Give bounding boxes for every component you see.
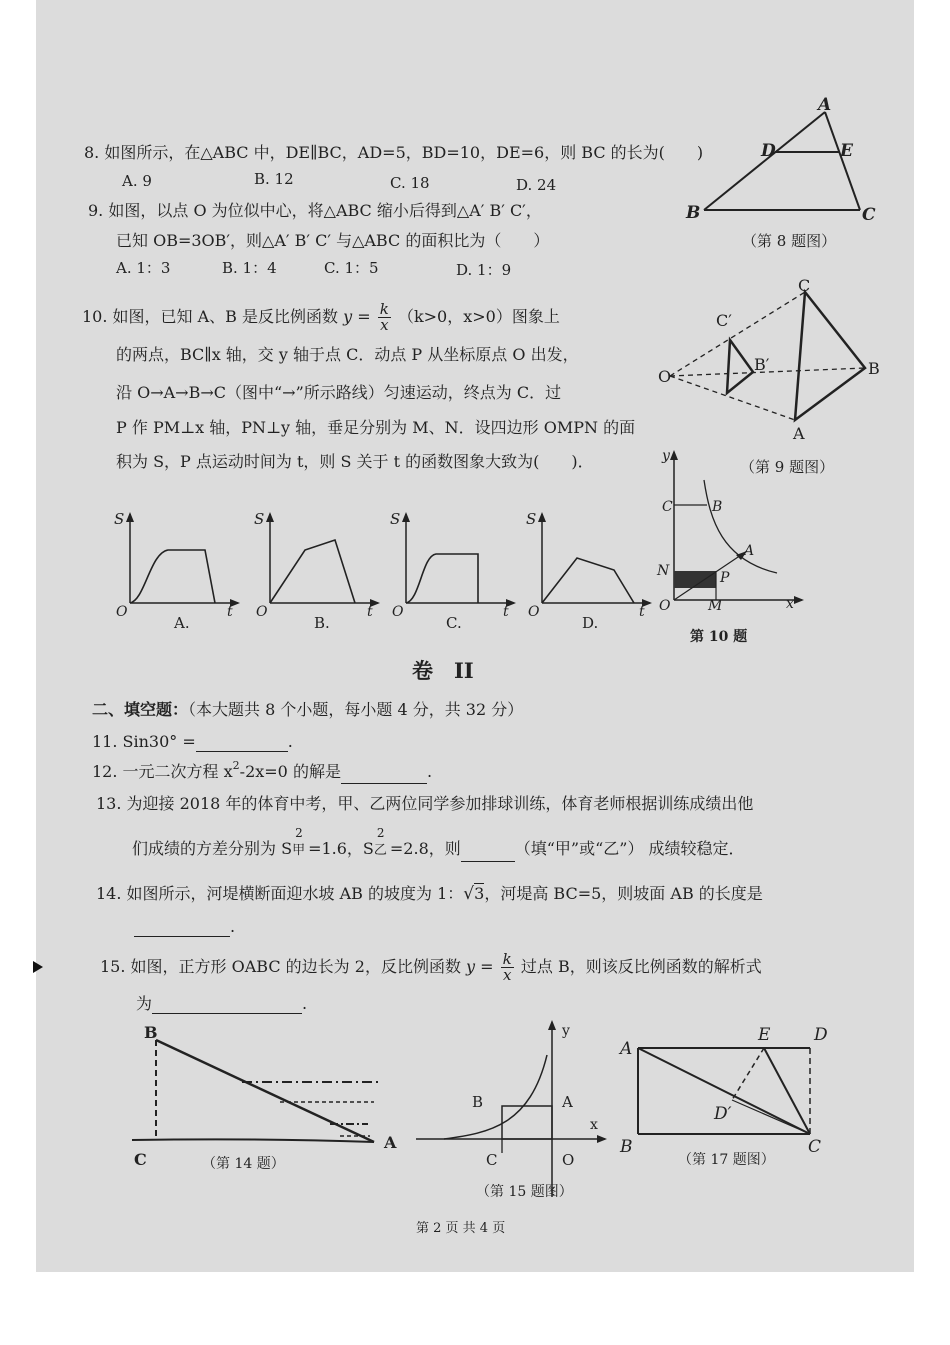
q10-graph-a (110, 508, 240, 633)
graph-d-t: t (639, 604, 645, 620)
q14-answer-line: . (134, 917, 235, 937)
fig9-label-c: C (798, 276, 811, 295)
q13-answer-blank[interactable] (461, 861, 515, 862)
q10-line3: 沿 O→A→B→C（图中“→”所示路线）匀速运动，终点为 C．过 (116, 383, 562, 402)
graph-a-label: A. (174, 614, 190, 632)
fig8-label-d: D (761, 141, 776, 161)
graph-b-o: O (256, 604, 268, 620)
fig10-label-y: y (662, 448, 670, 464)
fig17-label-a: A (620, 1039, 633, 1059)
q14-sqrt-val: 3 (474, 884, 485, 903)
fig8-label-b: B (686, 203, 701, 223)
fig14-label-b: B (144, 1023, 158, 1042)
q9-option-b: B. 1：4 (222, 259, 277, 277)
q14-post: ，河堤高 BC=5，则坡面 AB 的长度是 (484, 884, 763, 903)
fig14-label-c: C (134, 1150, 147, 1169)
fig10-label-x: x (786, 596, 794, 612)
graph-c-s: S (390, 510, 401, 528)
q13-s1-val: =1.6，S (308, 839, 374, 858)
q15-line2: 为 . (136, 994, 308, 1013)
page-edge-marker (33, 961, 43, 973)
fig9-label-a: A (793, 424, 805, 443)
q14-sqrt-sign: √ (463, 884, 475, 904)
fig9-label-b: B (868, 359, 880, 378)
q10-line4: P 作 PM⊥x 轴，PN⊥y 轴，垂足分别为 M、N．设四边形 OMPN 的面 (116, 418, 636, 437)
fig10-label-a: A (744, 543, 755, 559)
q10-graph-b (250, 508, 380, 633)
q10-line1 (82, 300, 560, 334)
fig8-label-c: C (862, 205, 876, 225)
fig17-rectangle-fold (612, 1018, 847, 1173)
fig17-label-d: D (814, 1025, 828, 1045)
q11-answer-blank[interactable] (196, 751, 288, 752)
q13-line2 (132, 826, 745, 862)
fig14-caption: （第 14 题） (202, 1156, 285, 1172)
graph-a-s: S (114, 510, 125, 528)
graph-d-label: D. (582, 614, 599, 632)
graph-d-s: S (526, 510, 537, 528)
fig10-diagram (652, 445, 812, 650)
q15-line1 (100, 950, 762, 984)
graph-c-t: t (503, 604, 509, 620)
section-heading-line (92, 700, 523, 720)
fig10-caption: 第 10 题 (690, 629, 748, 645)
section-title: 卷 II (412, 658, 474, 683)
fig15-square-hyperbola (410, 1015, 610, 1205)
q10-post: （k>0，x>0）图象上 (397, 307, 560, 326)
fig8-triangle (680, 95, 876, 260)
q14-pre: 14. 如图所示，河堤横断面迎水坡 AB 的坡度为 1： (96, 884, 464, 903)
q13-line1: 13. 为迎接 2018 年的体育中考，甲、乙两位同学参加排球训练，体育老师根据训练成绩出他 (96, 794, 754, 813)
q11: 11. Sin30° = . (92, 732, 293, 751)
q15-frac-den: x (502, 966, 512, 984)
fig17-label-e: E (758, 1025, 771, 1045)
q10-line5: 积为 S，P 点运动时间为 t，则 S 关于 t 的函数图象大致为( )． (116, 452, 594, 471)
q10-pre: 10. 如图，已知 A、B 是反比例函数 (82, 307, 339, 326)
q15-line2-text: 为 (136, 994, 153, 1013)
fig10-label-b: B (712, 499, 723, 515)
fig15-label-y: y (562, 1023, 570, 1039)
graph-b-label: B. (314, 614, 330, 632)
fig9-label-bp: B′ (754, 355, 770, 374)
q8-stem: 8. 如图所示，在△ABC 中，DE∥BC，AD=5，BD=10，DE=6，则 BC 的长为( ) (84, 143, 704, 162)
q8-option-b: B. 12 (254, 170, 294, 188)
q13-line2-post: （填“甲”或“乙”） 成绩较稳定． (514, 839, 745, 858)
q15-post: 过点 B，则该反比例函数的解析式 (520, 957, 762, 976)
fig17-caption: （第 17 题图） (678, 1152, 775, 1168)
fig17-label-dp: D′ (714, 1104, 732, 1124)
q15-answer-blank[interactable] (152, 1013, 302, 1014)
fig8-label-a: A (818, 95, 832, 115)
q9-line2: 已知 OB=3OB′，则△A′ B′ C′ 与△ABC 的面积比为（ ） (116, 231, 550, 250)
q8-option-c: C. 18 (390, 174, 430, 192)
fig8-caption: （第 8 题图） (742, 232, 837, 250)
q15-y-eq: y = (466, 957, 494, 976)
q10-frac-den: x (380, 316, 389, 334)
q15-pre: 15. 如图，正方形 OABC 的边长为 2，反比例函数 (100, 957, 461, 976)
q15-fraction (501, 952, 514, 983)
fig9-label-o: O (658, 367, 672, 386)
q12-answer-blank[interactable] (341, 783, 427, 784)
graph-b-t: t (367, 604, 373, 620)
q9-line1: 9. 如图，以点 O 为位似中心，将△ABC 缩小后得到△A′ B′ C′， (88, 201, 542, 220)
q9-option-c: C. 1：5 (324, 259, 379, 277)
fig14-label-a: A (384, 1133, 397, 1152)
graph-c-o: O (392, 604, 404, 620)
page-footer: 第 2 页 共 4 页 (416, 1221, 506, 1236)
fig15-caption: （第 15 题图） (476, 1184, 573, 1200)
q12-pre: 12. 一元二次方程 x (92, 762, 233, 781)
graph-a-t: t (227, 604, 233, 620)
fig17-label-c: C (808, 1137, 822, 1157)
q10-frac-num: k (379, 300, 389, 318)
fig10-label-n: N (657, 563, 670, 579)
fig10-label-c: C (662, 499, 673, 515)
graph-d-o: O (528, 604, 540, 620)
fig10-label-p: P (720, 570, 730, 586)
fig10-label-o: O (659, 598, 671, 614)
q14-answer-blank[interactable] (134, 936, 230, 937)
q10-y-eq: y = (343, 307, 371, 326)
q8-option-a: A. 9 (122, 172, 152, 190)
q10-fraction (378, 302, 391, 333)
q10-line2: 的两点，BC∥x 轴，交 y 轴于点 C．动点 P 从坐标原点 O 出发， (116, 345, 579, 364)
q12-post: -2x=0 的解是 (239, 762, 341, 781)
fig15-label-c: C (486, 1151, 498, 1169)
graph-c-label: C. (446, 614, 462, 632)
fig10-label-m: M (708, 598, 723, 614)
q9-option-d: D. 1：9 (456, 261, 512, 279)
q10-graph-d (522, 508, 652, 633)
q14 (96, 884, 763, 904)
fig14-embankment (130, 1020, 405, 1175)
q13-line2-pre: 们成绩的方差分别为 S (132, 839, 293, 858)
fig9-caption: （第 9 题图） (740, 458, 835, 476)
q11-text: 11. Sin30° = (92, 732, 196, 751)
q8-option-d: D. 24 (516, 176, 557, 194)
fig9-label-cp: C′ (716, 311, 732, 330)
q13-s2-script: 2 乙 (373, 826, 387, 858)
q15-frac-num: k (502, 950, 512, 968)
q12-sup: 2 (232, 759, 240, 772)
section-desc: （本大题共 8 个小题，每小题 4 分，共 32 分） (188, 700, 524, 719)
q13-s1-script: 2 甲 (292, 826, 306, 858)
q9-option-a: A. 1：3 (116, 259, 171, 277)
q10-graph-c (386, 508, 516, 633)
fig15-label-a: A (562, 1093, 573, 1111)
q12: 12. 一元二次方程 $x^2-2x=0$ 的解是 . (92, 762, 432, 784)
graph-b-s: S (254, 510, 265, 528)
graph-a-o: O (116, 604, 128, 620)
q13-s2-val: =2.8，则 (389, 839, 461, 858)
fig15-label-b: B (472, 1093, 484, 1111)
fig17-label-b: B (620, 1137, 633, 1157)
fig15-label-x: x (590, 1117, 598, 1133)
section-heading: 二、填空题： (92, 700, 189, 719)
fig15-label-o: O (562, 1151, 575, 1169)
fig8-label-e: E (840, 141, 853, 161)
